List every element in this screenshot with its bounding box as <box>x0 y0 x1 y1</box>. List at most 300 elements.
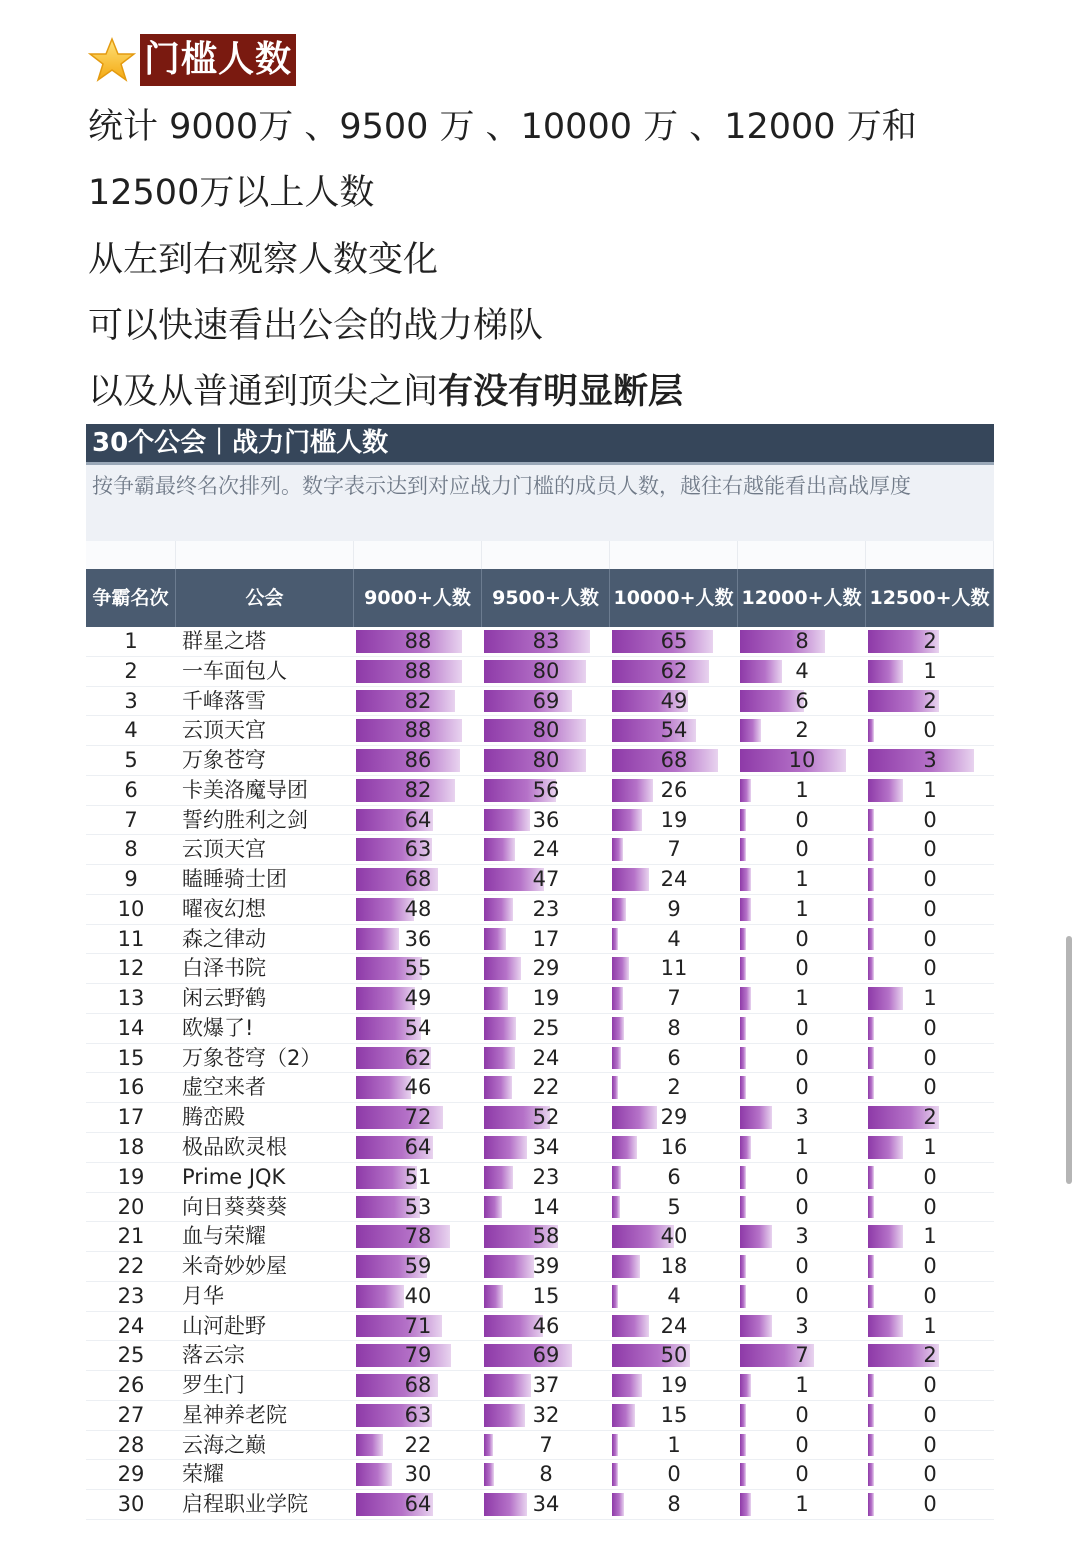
data-bar <box>868 1374 874 1397</box>
value-cell <box>866 1222 994 1251</box>
value-number: 40 <box>660 1224 688 1249</box>
rank-cell: 20 <box>117 1194 145 1219</box>
rank-cell: 6 <box>124 777 138 802</box>
table-row <box>86 657 994 687</box>
value-cell <box>610 657 738 686</box>
value-cell <box>738 657 866 686</box>
value-number: 72 <box>404 1105 432 1130</box>
data-bar <box>868 987 903 1010</box>
data-bar <box>740 779 751 802</box>
guild-name-cell: 森之律动 <box>182 926 266 951</box>
value-cell <box>482 1133 610 1162</box>
value-number: 54 <box>404 1015 432 1040</box>
data-bar <box>868 660 903 683</box>
data-bar <box>740 838 746 861</box>
value-number: 82 <box>404 688 432 713</box>
value-cell <box>354 1282 482 1311</box>
value-number: 7 <box>667 986 681 1011</box>
value-cell <box>482 865 610 894</box>
value-cell <box>354 657 482 686</box>
value-number: 29 <box>532 956 560 981</box>
table-row <box>86 895 994 925</box>
data-bar <box>740 868 751 891</box>
value-cell <box>738 1401 866 1430</box>
value-number: 23 <box>532 896 560 921</box>
value-cell <box>610 776 738 805</box>
value-cell <box>866 835 994 864</box>
data-bar <box>356 1463 392 1486</box>
value-cell <box>610 1252 738 1281</box>
value-number: 0 <box>923 1254 937 1279</box>
value-number: 64 <box>404 1492 432 1517</box>
value-number: 0 <box>923 896 937 921</box>
value-number: 4 <box>667 926 681 951</box>
table-title: 30个公会｜战力门槛人数 <box>86 424 994 465</box>
data-bar <box>868 779 903 802</box>
value-number: 6 <box>667 1164 681 1189</box>
guild-name-cell: 虚空来者 <box>182 1075 266 1100</box>
value-cell <box>482 1073 610 1102</box>
guild-name-cell: 云海之巅 <box>182 1432 266 1457</box>
rank-cell: 10 <box>117 896 145 921</box>
value-cell <box>738 627 866 656</box>
value-number: 3 <box>795 1313 809 1338</box>
value-cell <box>610 1490 738 1519</box>
value-cell <box>354 925 482 954</box>
guild-name-cell: 万象苍穹 <box>182 748 266 773</box>
value-number: 1 <box>923 986 937 1011</box>
value-number: 1 <box>795 1492 809 1517</box>
value-number: 3 <box>923 748 937 773</box>
value-number: 50 <box>660 1343 688 1368</box>
data-bar <box>484 1463 494 1486</box>
value-number: 2 <box>795 718 809 743</box>
table-row <box>86 1103 994 1133</box>
value-cell <box>866 1044 994 1073</box>
value-cell <box>354 1431 482 1460</box>
table-row <box>86 1341 994 1371</box>
value-cell <box>354 806 482 835</box>
value-number: 88 <box>404 629 432 653</box>
data-bar <box>612 838 623 861</box>
value-cell <box>610 687 738 716</box>
value-number: 19 <box>660 807 688 832</box>
value-number: 6 <box>667 1045 681 1070</box>
data-bar <box>868 1076 874 1099</box>
rank-cell: 14 <box>117 1015 145 1040</box>
col-header-9000: 9000+人数 <box>354 569 482 627</box>
value-cell <box>610 1163 738 1192</box>
data-bar <box>612 1196 620 1219</box>
rank-cell: 19 <box>117 1164 145 1189</box>
value-cell <box>866 1341 994 1370</box>
rank-cell: 9 <box>124 867 138 892</box>
data-bar <box>484 957 521 980</box>
data-bar <box>612 928 618 951</box>
guild-name-cell: 誓约胜利之剑 <box>182 807 308 832</box>
value-cell <box>738 746 866 775</box>
value-cell <box>866 1103 994 1132</box>
value-cell <box>738 776 866 805</box>
data-bar <box>484 928 506 951</box>
value-number: 2 <box>667 1075 681 1100</box>
data-bar <box>612 1374 642 1397</box>
rank-cell: 28 <box>117 1432 145 1457</box>
value-number: 16 <box>660 1135 688 1160</box>
value-cell <box>738 1312 866 1341</box>
value-cell <box>866 1193 994 1222</box>
table-row <box>86 954 994 984</box>
value-number: 0 <box>795 1164 809 1189</box>
guild-name-cell: 腾峦殿 <box>182 1105 245 1130</box>
value-cell <box>610 865 738 894</box>
data-bar <box>612 1106 657 1129</box>
data-bar <box>868 1255 874 1278</box>
value-number: 0 <box>667 1462 681 1487</box>
value-cell <box>866 657 994 686</box>
value-cell <box>738 1490 866 1519</box>
value-number: 2 <box>923 629 937 653</box>
value-cell <box>610 1103 738 1132</box>
data-bar <box>612 1255 640 1278</box>
table-row <box>86 835 994 865</box>
table-description: 按争霸最终名次排列。数字表示达到对应战力门槛的成员人数，越往右越能看出高战厚度 <box>86 465 994 541</box>
guild-name-cell: 闲云野鹤 <box>182 986 266 1011</box>
value-cell <box>354 1193 482 1222</box>
data-bar <box>484 987 508 1010</box>
guild-name-cell: 启程职业学院 <box>182 1492 308 1517</box>
value-number: 80 <box>532 718 560 743</box>
data-bar <box>868 1315 903 1338</box>
value-cell <box>738 1044 866 1073</box>
data-bar <box>740 957 746 980</box>
value-number: 24 <box>660 867 688 892</box>
guild-name-cell: 一车面包人 <box>182 658 287 683</box>
rank-cell: 16 <box>117 1075 145 1100</box>
data-bar <box>740 1374 751 1397</box>
value-number: 63 <box>404 1402 432 1427</box>
col-header-12000: 12000+人数 <box>738 569 866 627</box>
value-number: 62 <box>404 1045 432 1070</box>
data-bar <box>868 928 874 951</box>
value-cell <box>738 1163 866 1192</box>
guild-threshold-table <box>86 424 994 1520</box>
table-row <box>86 1460 994 1490</box>
value-number: 51 <box>404 1164 432 1189</box>
data-bar <box>484 1374 531 1397</box>
guild-name-cell: 极品欧灵根 <box>182 1135 287 1160</box>
value-number: 0 <box>795 1432 809 1457</box>
value-number: 6 <box>795 688 809 713</box>
data-bar <box>612 779 653 802</box>
value-cell <box>354 835 482 864</box>
value-cell <box>482 687 610 716</box>
value-cell <box>482 1103 610 1132</box>
value-cell <box>738 835 866 864</box>
data-bar <box>868 1136 903 1159</box>
data-bar <box>740 1136 751 1159</box>
value-cell <box>866 746 994 775</box>
rank-cell: 5 <box>124 748 138 773</box>
paragraph-line-5 <box>88 359 683 425</box>
col-header-12500: 12500+人数 <box>866 569 994 627</box>
rank-cell: 7 <box>124 807 138 832</box>
value-number: 71 <box>404 1313 432 1338</box>
table-row <box>86 746 994 776</box>
value-number: 3 <box>795 1224 809 1249</box>
guild-name-cell: 群星之塔 <box>182 629 266 653</box>
value-number: 54 <box>660 718 688 743</box>
value-cell <box>738 925 866 954</box>
value-number: 37 <box>532 1373 560 1398</box>
value-cell <box>866 1312 994 1341</box>
value-number: 30 <box>404 1462 432 1487</box>
value-number: 2 <box>923 1343 937 1368</box>
value-cell <box>610 716 738 745</box>
rank-cell: 29 <box>117 1462 145 1487</box>
value-cell <box>482 1341 610 1370</box>
value-number: 4 <box>667 1283 681 1308</box>
value-number: 0 <box>923 1164 937 1189</box>
value-cell <box>482 1163 610 1192</box>
value-cell <box>738 1103 866 1132</box>
table-row <box>86 716 994 746</box>
value-number: 80 <box>532 748 560 773</box>
data-bar <box>484 1196 502 1219</box>
value-cell <box>610 627 738 656</box>
value-number: 0 <box>795 1254 809 1279</box>
value-number: 5 <box>667 1194 681 1219</box>
table-row <box>86 1490 994 1520</box>
paragraph-line-4: 可以快速看出公会的战力梯队 <box>88 306 544 346</box>
data-bar <box>356 1285 404 1308</box>
value-cell <box>866 806 994 835</box>
data-bar <box>868 898 874 921</box>
value-number: 3 <box>795 1105 809 1130</box>
data-bar <box>612 1404 635 1427</box>
value-cell <box>738 1371 866 1400</box>
value-cell <box>354 1163 482 1192</box>
data-bar <box>740 1225 772 1248</box>
value-cell <box>866 716 994 745</box>
data-bar <box>868 1047 874 1070</box>
value-number: 34 <box>532 1492 560 1517</box>
value-number: 88 <box>404 658 432 683</box>
table-row <box>86 1193 994 1223</box>
value-cell <box>354 1073 482 1102</box>
value-number: 7 <box>539 1432 553 1457</box>
value-cell <box>482 1014 610 1043</box>
value-number: 23 <box>532 1164 560 1189</box>
table-row <box>86 627 994 657</box>
value-cell <box>866 895 994 924</box>
value-number: 0 <box>795 1462 809 1487</box>
rank-cell: 13 <box>117 986 145 1011</box>
data-bar <box>740 987 751 1010</box>
data-bar <box>740 1493 751 1516</box>
value-number: 1 <box>795 986 809 1011</box>
value-number: 0 <box>923 1432 937 1457</box>
value-number: 0 <box>795 837 809 862</box>
value-number: 64 <box>404 807 432 832</box>
value-number: 1 <box>795 867 809 892</box>
value-number: 0 <box>795 1194 809 1219</box>
heading-title: 门槛人数 <box>140 34 296 86</box>
value-number: 17 <box>532 926 560 951</box>
guild-name-cell: 云顶天宫 <box>182 837 266 862</box>
value-cell <box>354 865 482 894</box>
data-bar <box>740 1285 746 1308</box>
value-number: 1 <box>923 1135 937 1160</box>
data-bar <box>740 928 746 951</box>
data-bar <box>740 1047 746 1070</box>
data-bar <box>740 1076 746 1099</box>
value-number: 10 <box>788 748 816 773</box>
data-bar <box>740 1017 746 1040</box>
value-cell <box>738 1193 866 1222</box>
value-number: 2 <box>923 1105 937 1130</box>
value-cell <box>610 1371 738 1400</box>
value-number: 55 <box>404 956 432 981</box>
star-icon <box>88 36 136 84</box>
data-bar <box>740 719 761 742</box>
value-number: 0 <box>923 1462 937 1487</box>
data-bar <box>612 809 642 832</box>
data-bar <box>484 1017 516 1040</box>
data-bar <box>356 928 399 951</box>
value-cell <box>354 1401 482 1430</box>
value-number: 69 <box>532 688 560 713</box>
value-number: 78 <box>404 1224 432 1249</box>
rank-cell: 3 <box>124 688 138 713</box>
value-number: 36 <box>404 926 432 951</box>
value-cell <box>354 687 482 716</box>
value-cell <box>610 1014 738 1043</box>
value-cell <box>610 835 738 864</box>
value-cell <box>866 1371 994 1400</box>
value-cell <box>866 1460 994 1489</box>
table-row <box>86 1312 994 1342</box>
data-bar <box>612 1285 618 1308</box>
value-number: 1 <box>795 1135 809 1160</box>
data-bar <box>868 838 874 861</box>
value-cell <box>354 1014 482 1043</box>
value-cell <box>482 895 610 924</box>
data-bar <box>484 838 515 861</box>
value-cell <box>738 1222 866 1251</box>
value-number: 15 <box>660 1402 688 1427</box>
value-number: 39 <box>532 1254 560 1279</box>
value-cell <box>610 1133 738 1162</box>
data-bar <box>612 1493 624 1516</box>
value-cell <box>354 1341 482 1370</box>
value-cell <box>354 1460 482 1489</box>
value-number: 19 <box>660 1373 688 1398</box>
guild-name-cell: 卡美洛魔导团 <box>182 777 308 802</box>
data-bar <box>612 1017 624 1040</box>
value-cell <box>610 1073 738 1102</box>
value-number: 22 <box>404 1432 432 1457</box>
value-cell <box>866 1401 994 1430</box>
data-bar <box>868 719 874 742</box>
data-bar <box>484 1404 525 1427</box>
value-cell <box>354 627 482 656</box>
table-row <box>86 687 994 717</box>
table-row <box>86 1133 994 1163</box>
value-cell <box>738 895 866 924</box>
value-number: 1 <box>795 777 809 802</box>
data-bar <box>868 749 974 772</box>
guild-name-cell: 罗生门 <box>182 1373 245 1398</box>
rank-cell: 8 <box>124 837 138 862</box>
value-number: 0 <box>795 926 809 951</box>
value-cell <box>354 776 482 805</box>
value-cell <box>610 1460 738 1489</box>
value-cell <box>866 687 994 716</box>
guild-name-cell: 向日葵葵葵 <box>182 1194 287 1219</box>
section-heading <box>88 34 296 86</box>
value-number: 26 <box>660 777 688 802</box>
table-row <box>86 1073 994 1103</box>
data-bar <box>868 1493 874 1516</box>
value-cell <box>738 1460 866 1489</box>
value-number: 1 <box>923 1224 937 1249</box>
data-bar <box>612 1434 618 1457</box>
value-number: 24 <box>532 1045 560 1070</box>
value-number: 19 <box>532 986 560 1011</box>
table-row <box>86 776 994 806</box>
value-cell <box>738 865 866 894</box>
data-bar <box>868 1196 874 1219</box>
value-number: 0 <box>795 807 809 832</box>
table-header <box>86 569 994 627</box>
value-number: 0 <box>923 718 937 743</box>
data-bar <box>484 1136 527 1159</box>
value-cell <box>866 1490 994 1519</box>
value-number: 58 <box>532 1224 560 1249</box>
value-number: 18 <box>660 1254 688 1279</box>
value-cell <box>482 1044 610 1073</box>
value-number: 34 <box>532 1135 560 1160</box>
value-cell <box>482 1222 610 1251</box>
value-cell <box>482 627 610 656</box>
value-number: 0 <box>923 1373 937 1398</box>
value-number: 68 <box>404 867 432 892</box>
data-bar <box>356 1434 383 1457</box>
value-number: 25 <box>532 1015 560 1040</box>
data-bar <box>740 1255 746 1278</box>
data-bar <box>740 1463 746 1486</box>
guild-name-cell: 瞌睡骑士团 <box>182 867 287 892</box>
value-number: 62 <box>660 658 688 683</box>
value-cell <box>610 1431 738 1460</box>
data-bar <box>484 1255 534 1278</box>
value-cell <box>482 984 610 1013</box>
value-number: 8 <box>539 1462 553 1487</box>
value-cell <box>738 716 866 745</box>
data-bar <box>868 809 874 832</box>
guild-name-cell: 荣耀 <box>182 1462 224 1487</box>
value-cell <box>354 1371 482 1400</box>
rank-cell: 1 <box>124 629 138 653</box>
value-number: 0 <box>923 807 937 832</box>
value-number: 24 <box>660 1313 688 1338</box>
table-row <box>86 925 994 955</box>
data-bar <box>740 1166 746 1189</box>
scrollbar[interactable] <box>1066 936 1072 1184</box>
value-cell <box>354 746 482 775</box>
value-cell <box>610 806 738 835</box>
